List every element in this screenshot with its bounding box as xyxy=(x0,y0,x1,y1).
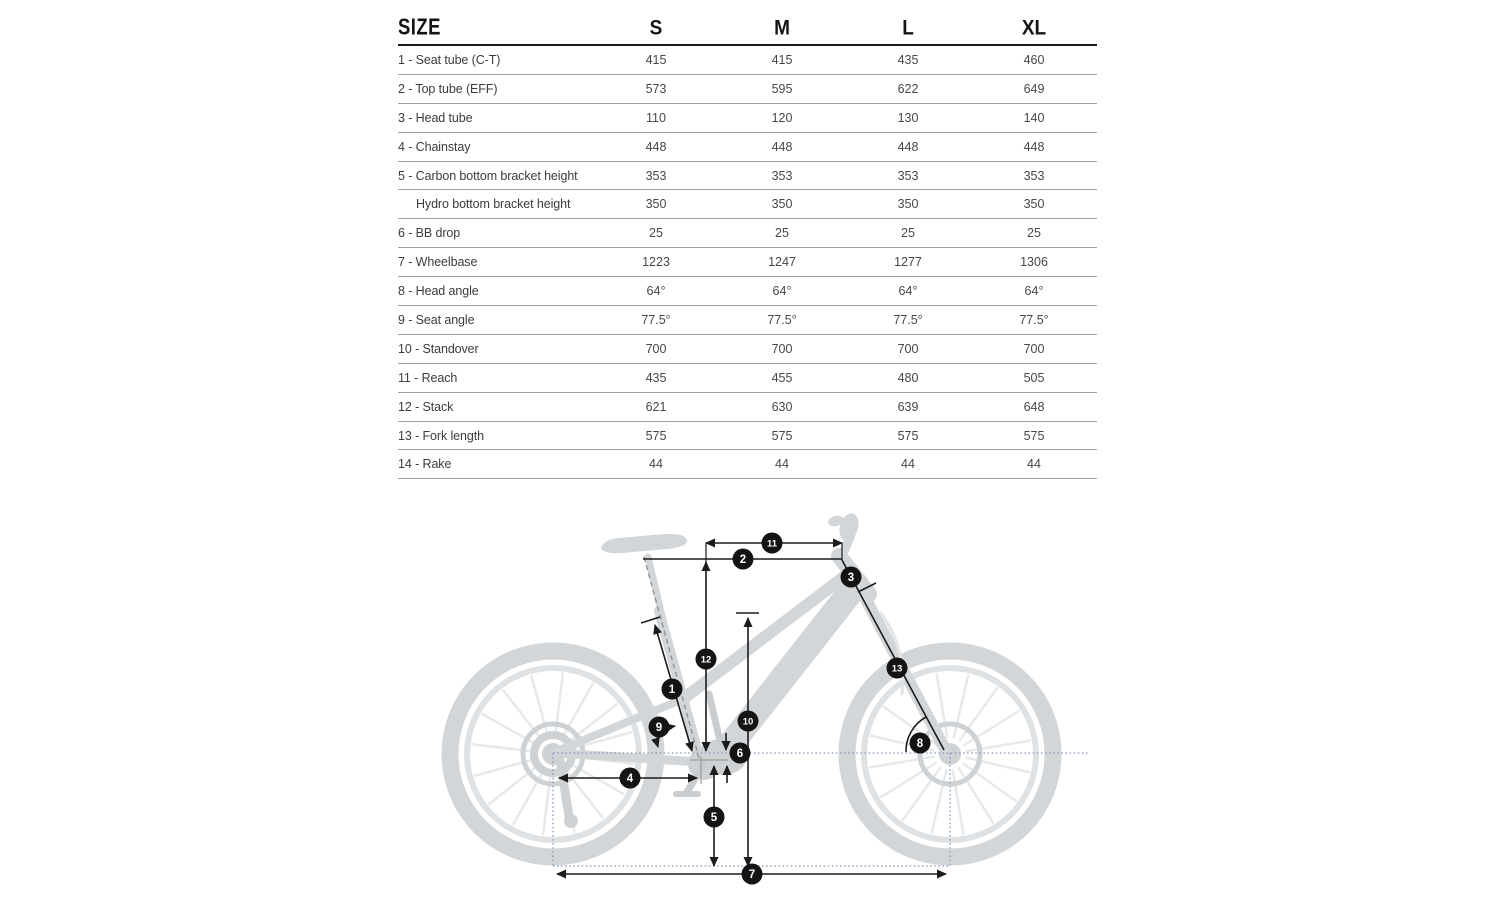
table-row xyxy=(398,75,1097,104)
marker-11 xyxy=(762,533,783,554)
row-value: 353 xyxy=(1023,168,1045,183)
row-value: 480 xyxy=(897,370,919,385)
row-value: 77.5° xyxy=(641,312,671,327)
row-value: 25 xyxy=(649,226,663,241)
row-value: 700 xyxy=(771,341,793,356)
size-table xyxy=(398,6,1097,479)
svg-text:9: 9 xyxy=(655,722,663,734)
marker-3 xyxy=(841,567,862,588)
row-value: 350 xyxy=(771,197,793,212)
marker-10 xyxy=(738,711,759,732)
row-value: 140 xyxy=(1023,110,1045,125)
row-value: 25 xyxy=(775,226,789,241)
row-value: 415 xyxy=(771,52,793,67)
table-row xyxy=(398,277,1097,306)
row-value: 350 xyxy=(1023,197,1045,212)
marker-8 xyxy=(910,733,931,754)
marker-1 xyxy=(662,679,683,700)
marker-9 xyxy=(649,717,670,738)
row-value: 648 xyxy=(1023,399,1045,414)
table-row xyxy=(398,450,1097,479)
row-label: 8 - Head angle xyxy=(398,284,479,299)
row-value: 77.5° xyxy=(767,312,797,327)
row-label: 14 - Rake xyxy=(398,457,452,472)
row-value: 353 xyxy=(645,168,667,183)
row-value: 64° xyxy=(646,284,666,299)
row-value: 649 xyxy=(1023,81,1045,96)
row-value: 1223 xyxy=(642,255,670,270)
marker-4 xyxy=(620,768,641,789)
row-value: 1306 xyxy=(1020,255,1048,270)
row-value: 353 xyxy=(771,168,793,183)
row-value: 110 xyxy=(646,110,666,125)
column-header-l: L xyxy=(902,16,914,40)
row-value: 700 xyxy=(1023,341,1045,356)
column-header-xl: XL xyxy=(1021,16,1047,40)
marker-5 xyxy=(704,807,725,828)
svg-text:3: 3 xyxy=(847,572,855,584)
row-value: 77.5° xyxy=(893,312,923,327)
row-value: 120 xyxy=(771,110,793,125)
row-value: 64° xyxy=(1024,284,1044,299)
row-value: 575 xyxy=(771,428,793,443)
row-value: 639 xyxy=(897,399,919,414)
svg-text:6: 6 xyxy=(736,748,744,760)
row-label: 6 - BB drop xyxy=(398,226,461,241)
row-value: 435 xyxy=(645,370,667,385)
row-value: 130 xyxy=(897,110,919,125)
row-label: 3 - Head tube xyxy=(398,110,473,125)
table-row xyxy=(398,104,1097,133)
row-value: 595 xyxy=(771,81,793,96)
svg-text:10: 10 xyxy=(742,716,754,728)
row-label: 11 - Reach xyxy=(398,370,458,385)
row-value: 1247 xyxy=(768,255,796,270)
table-row xyxy=(398,133,1097,162)
row-value: 64° xyxy=(772,284,792,299)
row-value: 622 xyxy=(897,81,919,96)
row-value: 25 xyxy=(901,226,915,241)
row-value: 350 xyxy=(897,197,919,212)
svg-text:11: 11 xyxy=(766,538,778,550)
marker-12 xyxy=(696,649,717,670)
marker-2 xyxy=(733,549,754,570)
table-row xyxy=(398,306,1097,335)
row-value: 621 xyxy=(645,399,667,414)
row-label: 7 - Wheelbase xyxy=(398,255,478,270)
row-value: 64° xyxy=(898,284,918,299)
row-value: 448 xyxy=(897,139,919,154)
row-value: 25 xyxy=(1027,226,1041,241)
column-header-s: S xyxy=(649,16,663,40)
row-value: 573 xyxy=(645,81,667,96)
saddle xyxy=(601,534,687,553)
table-row xyxy=(398,422,1097,451)
row-value: 700 xyxy=(897,341,919,356)
row-value: 44 xyxy=(1027,457,1041,472)
row-label: 13 - Fork length xyxy=(398,428,484,443)
row-value: 448 xyxy=(645,139,667,154)
svg-text:5: 5 xyxy=(710,812,718,824)
table-row xyxy=(398,162,1097,191)
row-value: 353 xyxy=(897,168,919,183)
table-row xyxy=(398,393,1097,422)
row-value: 575 xyxy=(645,428,667,443)
table-row xyxy=(398,219,1097,248)
row-label: 12 - Stack xyxy=(398,399,454,414)
row-label: 9 - Seat angle xyxy=(398,312,475,327)
svg-text:4: 4 xyxy=(626,773,634,785)
table-row xyxy=(398,335,1097,364)
row-value: 700 xyxy=(645,341,667,356)
row-value: 44 xyxy=(649,457,663,472)
row-value: 575 xyxy=(1023,428,1045,443)
svg-text:7: 7 xyxy=(748,869,756,881)
row-label: 10 - Standover xyxy=(398,341,479,356)
row-value: 1277 xyxy=(894,255,922,270)
marker-7 xyxy=(742,864,763,885)
column-header-m: M xyxy=(774,16,790,40)
marker-6 xyxy=(730,743,751,764)
marker-13 xyxy=(887,658,908,679)
row-value: 44 xyxy=(901,457,915,472)
row-value: 77.5° xyxy=(1019,312,1049,327)
table-row xyxy=(398,46,1097,75)
svg-text:8: 8 xyxy=(916,738,924,750)
row-value: 415 xyxy=(645,52,667,67)
row-label: 1 - Seat tube (C-T) xyxy=(398,52,501,67)
row-value: 448 xyxy=(771,139,793,154)
table-row xyxy=(398,364,1097,393)
handlebar xyxy=(836,511,862,543)
row-label: 2 - Top tube (EFF) xyxy=(398,81,498,96)
row-value: 575 xyxy=(897,428,919,443)
row-label: 4 - Chainstay xyxy=(398,139,471,154)
row-value: 350 xyxy=(645,197,667,212)
size-header-label: SIZE xyxy=(398,14,441,40)
row-value: 448 xyxy=(1023,139,1045,154)
svg-text:13: 13 xyxy=(891,663,903,675)
row-label: Hydro bottom bracket height xyxy=(416,197,571,212)
row-value: 630 xyxy=(771,399,793,414)
svg-text:1: 1 xyxy=(668,684,676,696)
svg-text:2: 2 xyxy=(739,554,747,566)
table-header xyxy=(398,6,1097,46)
row-value: 455 xyxy=(771,370,793,385)
table-row xyxy=(398,248,1097,277)
svg-text:12: 12 xyxy=(700,654,712,666)
row-label: 5 - Carbon bottom bracket height xyxy=(398,168,578,183)
row-value: 44 xyxy=(775,457,789,472)
row-value: 505 xyxy=(1023,370,1045,385)
row-value: 435 xyxy=(897,52,919,67)
row-value: 460 xyxy=(1023,52,1045,67)
table-body xyxy=(398,46,1097,479)
table-row xyxy=(398,190,1097,219)
